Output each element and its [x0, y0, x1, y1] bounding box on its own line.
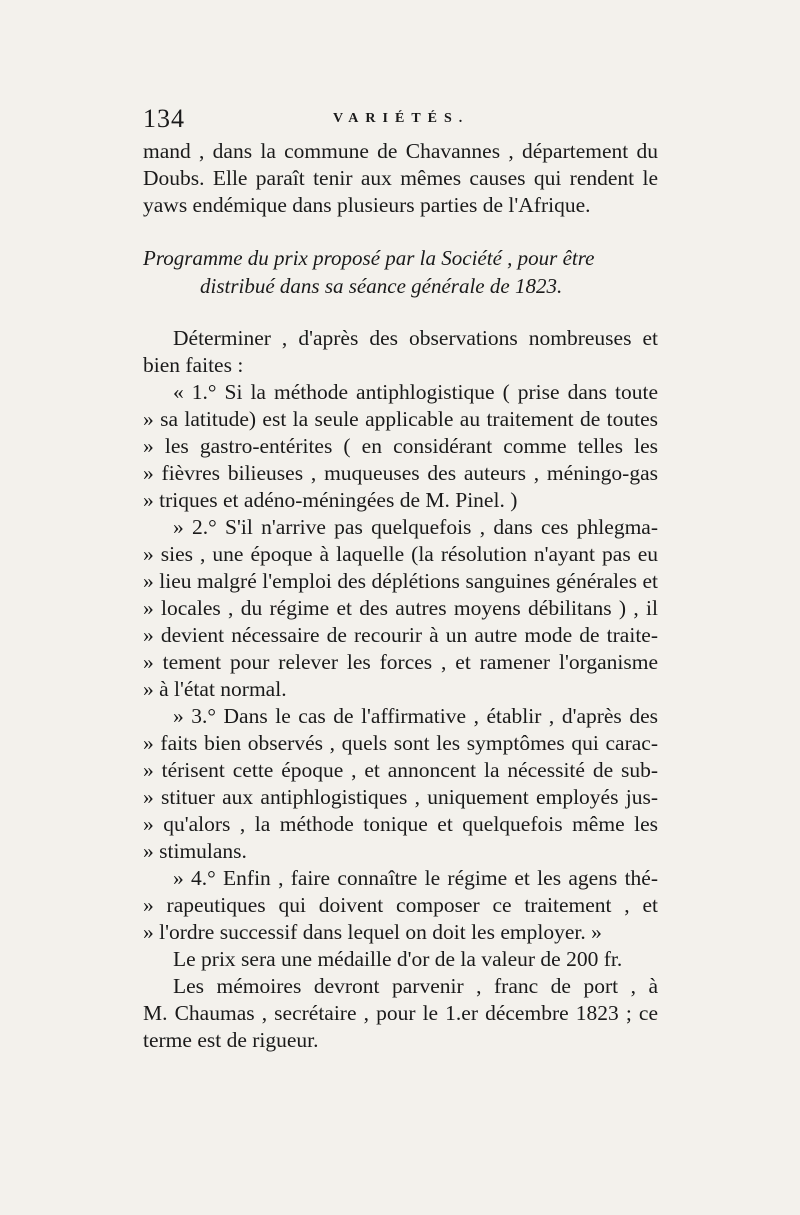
section-title: [143, 244, 658, 300]
text-line: » sa latitude) est la seule applicable au traitement de toutes: [143, 407, 658, 431]
text-line: Les mémoires devront parvenir , franc de port , à: [173, 974, 658, 998]
text-line: » devient nécessaire de recourir à un autre mode de traite-: [143, 623, 658, 647]
text-line: mand , dans la commune de Chavannes , département du: [143, 139, 658, 163]
text-line: » les gastro-entérites ( en considérant comme telles les: [143, 434, 658, 458]
text-line: » triques et adéno-méningées de M. Pinel. ): [143, 488, 518, 512]
text-line: » lieu malgré l'emploi des déplétions sanguines générales et: [143, 569, 658, 593]
text-line: « 1.° Si la méthode antiphlogistique ( prise dans toute: [173, 380, 658, 404]
title-line: Programme du prix proposé par la Société , pour être: [143, 246, 595, 270]
title-line: distribué dans sa séance générale de 1823.: [200, 274, 563, 298]
text-line: » fièvres bilieuses , muqueuses des auteurs , méningo-gas: [143, 461, 658, 485]
text-line: » qu'alors , la méthode tonique et quelquefois même les: [143, 812, 658, 836]
text-line: Déterminer , d'après des observations nombreuses et: [173, 326, 658, 350]
text-line: Le prix sera une médaille d'or de la valeur de 200 fr.: [173, 947, 623, 971]
text-line: Doubs. Elle paraît tenir aux mêmes causes qui rendent le: [143, 166, 658, 190]
text-line: » locales , du régime et des autres moyens débilitans ) , il: [143, 596, 658, 620]
text-line: terme est de rigueur.: [143, 1028, 319, 1052]
text-line: » tement pour relever les forces , et ramener l'organisme: [143, 650, 658, 674]
text-line: » à l'état normal.: [143, 677, 287, 701]
text-line: » rapeutiques qui doivent composer ce traitement , et: [143, 893, 658, 917]
text-line: » faits bien observés , quels sont les symptômes qui carac-: [143, 731, 658, 755]
body-text: [143, 138, 658, 1054]
page-number: 134: [143, 104, 185, 133]
text-line: » stimulans.: [143, 839, 247, 863]
text-line: » stituer aux antiphlogistiques , uniquement employés jus-: [143, 785, 658, 809]
text-line: » sies , une époque à laquelle (la résolution n'ayant pas eu: [143, 542, 658, 566]
text-line: » 4.° Enfin , faire connaître le régime et les agens thé-: [173, 866, 658, 890]
text-line: » térisent cette époque , et annoncent la nécessité de sub-: [143, 758, 658, 782]
running-head: VARIÉTÉS.: [333, 111, 470, 126]
page-header: [143, 104, 660, 134]
text-line: » 2.° S'il n'arrive pas quelquefois , dans ces phlegma-: [173, 515, 658, 539]
text-line: bien faites :: [143, 353, 244, 377]
text-line: » l'ordre successif dans lequel on doit les employer. »: [143, 920, 602, 944]
text-line: » 3.° Dans le cas de l'affirmative , établir , d'après des: [173, 704, 658, 728]
text-line: M. Chaumas , secrétaire , pour le 1.er décembre 1823 ; ce: [143, 1001, 658, 1025]
text-line: yaws endémique dans plusieurs parties de l'Afrique.: [143, 193, 591, 217]
